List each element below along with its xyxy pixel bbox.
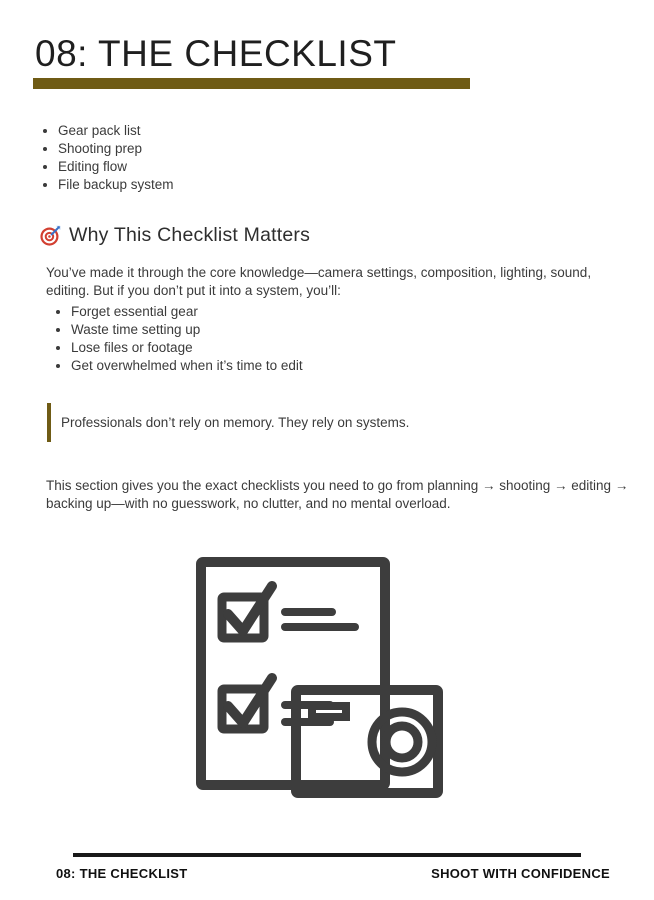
list-item: • Shooting prep (58, 140, 174, 158)
footer-book-title: SHOOT WITH CONFIDENCE (431, 866, 610, 881)
target-emoji-icon (40, 225, 61, 246)
section-heading (40, 224, 310, 247)
footer (56, 866, 610, 881)
list-item: • Gear pack list (58, 122, 174, 140)
intro-paragraph: You’ve made it through the core knowledge—camera settings, composition, lighting, sound, editing. But if you don’t put it into a system, you’ll: (46, 265, 592, 298)
transition-paragraph: This section gives you the exact checklists you need to go from planning → shooting → editing → backing up—with no guesswork, no clutter, and no mental overload. (46, 478, 629, 511)
list-item: • File backup system (58, 176, 174, 194)
list-item: • Waste time setting up (71, 321, 303, 339)
quote-text: Professionals don’t rely on memory. They rely on systems. (61, 415, 410, 430)
camera-icon (296, 690, 438, 793)
footer-chapter-label: 08: THE CHECKLIST (56, 866, 188, 881)
section-heading-label: Why This Checklist Matters (69, 224, 311, 246)
list-item: • Get overwhelmed when it’s time to edit (71, 357, 303, 375)
viewfinder-icon (312, 706, 346, 717)
list-item: • Forget essential gear (71, 303, 303, 321)
topics-list (0, 122, 174, 194)
quote-block (47, 403, 409, 442)
list-item: • Lose files or footage (71, 339, 303, 357)
consequences-list (0, 303, 303, 375)
checklist-camera-illustration (190, 550, 460, 805)
list-item: • Editing flow (58, 158, 174, 176)
footer-divider (73, 853, 581, 857)
title-accent-bar (33, 78, 470, 89)
page-title: 08: THE CHECKLIST (35, 33, 397, 74)
